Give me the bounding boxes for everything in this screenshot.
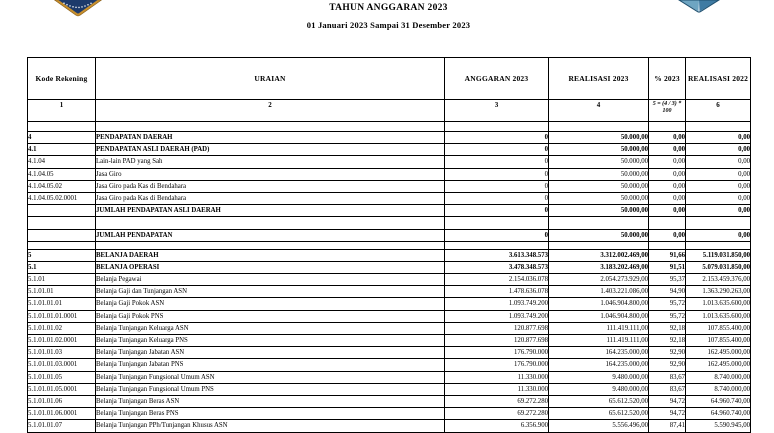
cell-realisasi-2023: 3.312.002.469,00 [549, 249, 649, 261]
col-number-3: 3 [445, 100, 549, 122]
cell-anggaran: 0 [445, 144, 549, 156]
cell-realisasi-2022: 0,00 [686, 132, 751, 144]
cell-uraian: Belanja Tunjangan Jabatan PNS [96, 359, 445, 371]
cell-kode: 5.1.01.01.03 [28, 347, 96, 359]
col-header-realisasi-2022: REALISASI 2022 [686, 58, 751, 100]
cell-realisasi-2022: 107.855.400,00 [686, 322, 751, 334]
cell-anggaran: 1.093.749.200 [445, 310, 549, 322]
cell-kode: 5.1.01.01.06.0001 [28, 408, 96, 420]
cell-realisasi-2023: 9.480.000,00 [549, 371, 649, 383]
cell-realisasi-2023: 50.000,00 [549, 229, 649, 241]
cell-uraian: Belanja Tunjangan Fungsional Umum PNS [96, 383, 445, 395]
cell-pct-2023: 0,00 [649, 180, 686, 192]
cell-uraian: Belanja Pegawai [96, 274, 445, 286]
cell-anggaran: 69.272.280 [445, 408, 549, 420]
cell-realisasi-2022: 5.079.031.850,00 [686, 261, 751, 273]
spacer-cell [549, 217, 649, 229]
cell-realisasi-2022: 8.740.000,00 [686, 371, 751, 383]
col-number-1: 1 [28, 100, 96, 122]
cell-uraian: Belanja Gaji dan Tunjangan ASN [96, 286, 445, 298]
table-row [28, 322, 751, 334]
cell-uraian: Belanja Tunjangan Keluarga ASN [96, 322, 445, 334]
cell-kode: 5.1.01.01.02 [28, 322, 96, 334]
spacer-cell [445, 217, 549, 229]
cell-realisasi-2023: 50.000,00 [549, 180, 649, 192]
cell-kode: 4.1 [28, 144, 96, 156]
cell-anggaran: 176.790.000 [445, 347, 549, 359]
cell-realisasi-2023: 111.419.111,00 [549, 322, 649, 334]
cell-kode: 5.1.01.01.02.0001 [28, 335, 96, 347]
col-header-pct-2023: % 2023 [649, 58, 686, 100]
cell-kode: 5.1.01.01.01 [28, 298, 96, 310]
cell-pct-2023: 87,41 [649, 420, 686, 432]
table-row [28, 420, 751, 432]
cell-uraian: Belanja Tunjangan Keluarga PNS [96, 335, 445, 347]
cell-realisasi-2023: 9.480.000,00 [549, 383, 649, 395]
cell-realisasi-2023: 65.612.520,00 [549, 395, 649, 407]
cell-realisasi-2022: 0,00 [686, 168, 751, 180]
cell-pct-2023: 0,00 [649, 156, 686, 168]
table-row [28, 359, 751, 371]
spacer-cell [686, 122, 751, 132]
cell-anggaran: 1.478.636.078 [445, 286, 549, 298]
cell-uraian: Lain-lain PAD yang Sah [96, 156, 445, 168]
cell-pct-2023: 92,18 [649, 335, 686, 347]
cell-realisasi-2022: 0,00 [686, 156, 751, 168]
spacer-row [28, 241, 751, 249]
col-header-realisasi-2023: REALISASI 2023 [549, 58, 649, 100]
spacer-cell [649, 217, 686, 229]
cell-realisasi-2023: 50.000,00 [549, 192, 649, 204]
budget-realization-table [27, 57, 751, 433]
cell-realisasi-2022: 107.855.400,00 [686, 335, 751, 347]
cell-realisasi-2023: 3.183.202.469,00 [549, 261, 649, 273]
table-row [28, 205, 751, 217]
cell-realisasi-2022: 64.960.740,00 [686, 395, 751, 407]
table-row [28, 395, 751, 407]
table-row [28, 274, 751, 286]
cell-pct-2023: 95,72 [649, 298, 686, 310]
report-title: TAHUN ANGGARAN 2023 [329, 3, 448, 13]
spacer-cell [28, 241, 96, 249]
cell-realisasi-2023: 1.046.904.800,00 [549, 310, 649, 322]
cell-kode: 5.1.01.01.05.0001 [28, 383, 96, 395]
cell-anggaran: 11.330.000 [445, 371, 549, 383]
cell-uraian: Belanja Tunjangan Beras PNS [96, 408, 445, 420]
table-row [28, 383, 751, 395]
col-number-6: 6 [686, 100, 751, 122]
table-row [28, 335, 751, 347]
cell-kode: 5.1.01.01.01.0001 [28, 310, 96, 322]
cell-kode: 4 [28, 132, 96, 144]
cell-kode: 5.1.01.01.03.0001 [28, 359, 96, 371]
cell-realisasi-2023: 50.000,00 [549, 144, 649, 156]
cell-kode: 5.1.01.01.06 [28, 395, 96, 407]
cell-uraian: Belanja Gaji Pokok ASN [96, 298, 445, 310]
cell-uraian: PENDAPATAN DAERAH [96, 132, 445, 144]
cell-kode: 5.1.01.01.05 [28, 371, 96, 383]
cell-realisasi-2022: 1.013.635.600,00 [686, 310, 751, 322]
table-row [28, 132, 751, 144]
cell-anggaran: 0 [445, 229, 549, 241]
cell-pct-2023: 94,72 [649, 395, 686, 407]
spacer-cell [96, 122, 445, 132]
cell-realisasi-2022: 5.119.031.850,00 [686, 249, 751, 261]
col-header-anggaran-2023: ANGGARAN 2023 [445, 58, 549, 100]
cell-kode: 5.1.01 [28, 274, 96, 286]
cell-pct-2023: 0,00 [649, 205, 686, 217]
cell-uraian: Belanja Gaji Pokok PNS [96, 310, 445, 322]
table-header-row [28, 58, 751, 100]
cell-kode: 5.1 [28, 261, 96, 273]
spacer-row [28, 217, 751, 229]
cell-realisasi-2022: 5.590.945,00 [686, 420, 751, 432]
cell-realisasi-2023: 50.000,00 [549, 132, 649, 144]
cell-realisasi-2023: 1.403.221.086,00 [549, 286, 649, 298]
table-row [28, 144, 751, 156]
cell-anggaran: 69.272.280 [445, 395, 549, 407]
table-row [28, 371, 751, 383]
cell-realisasi-2023: 164.235.000,00 [549, 359, 649, 371]
cell-uraian: Jasa Giro [96, 168, 445, 180]
cell-pct-2023: 0,00 [649, 132, 686, 144]
cell-realisasi-2023: 50.000,00 [549, 168, 649, 180]
cell-realisasi-2022: 64.960.740,00 [686, 408, 751, 420]
cell-realisasi-2023: 5.556.496,00 [549, 420, 649, 432]
cell-uraian: JUMLAH PENDAPATAN [96, 229, 445, 241]
spacer-cell [445, 122, 549, 132]
cell-pct-2023: 91,51 [649, 261, 686, 273]
cell-anggaran: 11.330.000 [445, 383, 549, 395]
cell-uraian: Jasa Giro pada Kas di Bendahara [96, 180, 445, 192]
col-number-formula: 5 = (4 / 3) * 100 [649, 100, 686, 122]
cell-pct-2023: 83,67 [649, 371, 686, 383]
spacer-cell [649, 241, 686, 249]
cell-pct-2023: 92,90 [649, 347, 686, 359]
table-row [28, 192, 751, 204]
cell-uraian: Jasa Giro pada Kas di Bendahara [96, 192, 445, 204]
cell-kode: 4.1.04.05 [28, 168, 96, 180]
cell-anggaran: 0 [445, 156, 549, 168]
table-row [28, 261, 751, 273]
cell-kode: 4.1.04 [28, 156, 96, 168]
cell-realisasi-2023: 65.612.520,00 [549, 408, 649, 420]
spacer-cell [649, 122, 686, 132]
cell-pct-2023: 95,72 [649, 310, 686, 322]
table-row [28, 347, 751, 359]
col-header-kode-rekening: Kode Rekening [28, 58, 96, 100]
spacer-cell [549, 241, 649, 249]
cell-uraian: BELANJA DAERAH [96, 249, 445, 261]
cell-anggaran: 0 [445, 180, 549, 192]
cell-pct-2023: 92,90 [649, 359, 686, 371]
spacer-cell [686, 217, 751, 229]
cell-realisasi-2023: 50.000,00 [549, 205, 649, 217]
spacer-cell [686, 241, 751, 249]
table-row [28, 168, 751, 180]
cell-realisasi-2022: 0,00 [686, 205, 751, 217]
cell-realisasi-2022: 0,00 [686, 144, 751, 156]
cell-kode: 4.1.04.05.02.0001 [28, 192, 96, 204]
cell-kode [28, 205, 96, 217]
cell-uraian: Belanja Tunjangan Fungsional Umum ASN [96, 371, 445, 383]
cell-kode: 5 [28, 249, 96, 261]
cell-realisasi-2023: 1.046.904.800,00 [549, 298, 649, 310]
cell-anggaran: 3.478.348.573 [445, 261, 549, 273]
table-row [28, 298, 751, 310]
cell-realisasi-2022: 8.740.000,00 [686, 383, 751, 395]
cell-anggaran: 120.877.698 [445, 322, 549, 334]
cell-realisasi-2022: 1.363.290.263,00 [686, 286, 751, 298]
cell-kode: 5.1.01.01.07 [28, 420, 96, 432]
cell-anggaran: 176.790.000 [445, 359, 549, 371]
cell-realisasi-2023: 2.054.273.929,00 [549, 274, 649, 286]
cell-realisasi-2022: 0,00 [686, 229, 751, 241]
cell-anggaran: 2.154.036.078 [445, 274, 549, 286]
cell-uraian: Belanja Tunjangan Beras ASN [96, 395, 445, 407]
cell-anggaran: 0 [445, 132, 549, 144]
col-header-uraian: URAIAN [96, 58, 445, 100]
column-number-row [28, 100, 751, 122]
spacer-cell [445, 241, 549, 249]
cell-uraian: Belanja Tunjangan PPh/Tunjangan Khusus ASN [96, 420, 445, 432]
cell-pct-2023: 92,18 [649, 322, 686, 334]
cell-realisasi-2022: 0,00 [686, 192, 751, 204]
cell-pct-2023: 0,00 [649, 168, 686, 180]
cell-realisasi-2023: 111.419.111,00 [549, 335, 649, 347]
cell-pct-2023: 94,90 [649, 286, 686, 298]
spacer-cell [96, 217, 445, 229]
cell-pct-2023: 0,00 [649, 144, 686, 156]
col-number-2: 2 [96, 100, 445, 122]
cell-realisasi-2022: 0,00 [686, 180, 751, 192]
cell-anggaran: 0 [445, 205, 549, 217]
table-row [28, 156, 751, 168]
spacer-cell [96, 241, 445, 249]
spacer-row [28, 122, 751, 132]
report-period: 01 Januari 2023 Sampai 31 Desember 2023 [306, 20, 471, 30]
table-row [28, 310, 751, 322]
cell-kode: 5.1.01.01 [28, 286, 96, 298]
cell-realisasi-2022: 162.495.000,00 [686, 347, 751, 359]
cell-uraian: PENDAPATAN ASLI DAERAH (PAD) [96, 144, 445, 156]
table-row [28, 286, 751, 298]
cell-anggaran: 3.613.348.573 [445, 249, 549, 261]
cell-anggaran: 6.356.900 [445, 420, 549, 432]
cell-pct-2023: 94,72 [649, 408, 686, 420]
spacer-cell [28, 217, 96, 229]
table-row [28, 249, 751, 261]
spacer-cell [549, 122, 649, 132]
cell-realisasi-2023: 50.000,00 [549, 156, 649, 168]
cell-kode [28, 229, 96, 241]
cell-uraian: BELANJA OPERASI [96, 261, 445, 273]
cell-kode: 4.1.04.05.02 [28, 180, 96, 192]
cell-anggaran: 0 [445, 192, 549, 204]
cell-pct-2023: 83,67 [649, 383, 686, 395]
col-number-4: 4 [549, 100, 649, 122]
table-row [28, 229, 751, 241]
cell-realisasi-2022: 1.013.635.600,00 [686, 298, 751, 310]
cell-pct-2023: 91,66 [649, 249, 686, 261]
cell-uraian: Belanja Tunjangan Jabatan ASN [96, 347, 445, 359]
table-row [28, 408, 751, 420]
cell-realisasi-2022: 162.495.000,00 [686, 359, 751, 371]
cell-pct-2023: 0,00 [649, 229, 686, 241]
spacer-cell [28, 122, 96, 132]
cell-pct-2023: 95,37 [649, 274, 686, 286]
cell-anggaran: 0 [445, 168, 549, 180]
cell-pct-2023: 0,00 [649, 192, 686, 204]
cell-anggaran: 120.877.698 [445, 335, 549, 347]
table-row [28, 180, 751, 192]
cell-anggaran: 1.093.749.200 [445, 298, 549, 310]
cell-realisasi-2022: 2.153.459.376,00 [686, 274, 751, 286]
table-body [28, 122, 751, 433]
cell-uraian: JUMLAH PENDAPATAN ASLI DAERAH [96, 205, 445, 217]
cell-realisasi-2023: 164.235.000,00 [549, 347, 649, 359]
